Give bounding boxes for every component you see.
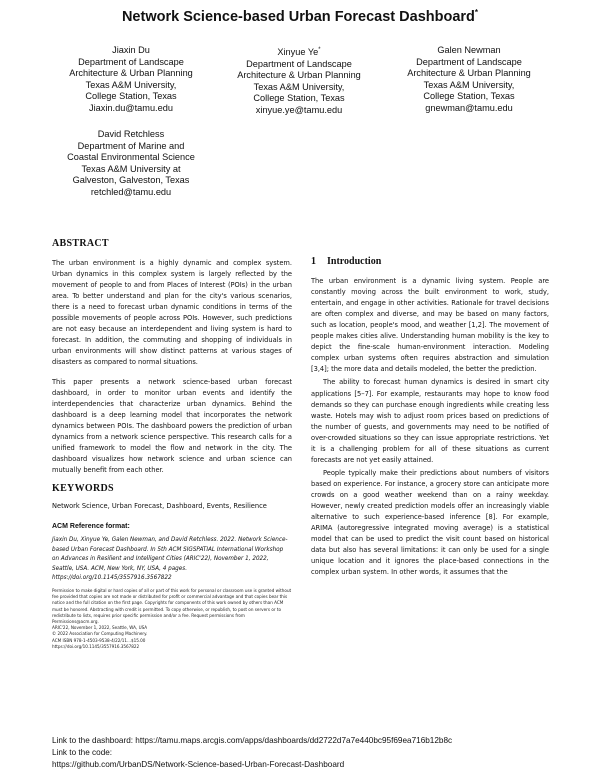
intro-paragraph: The ability to forecast human dynamics is desired in smart city applications [5–7]. For example, restaurants may hope to know food demands so they can purchase enough ingredients while creating less waste. Hotels may wish to adjust room prices based on predictions of the number of guests, and governments may need to be notified of over-crowded situations so they can issue appropriate restrictions. Yet it is a challenging problem for all of these situations as current forecasts are not yet easily attained. [311,377,549,464]
introduction-heading [311,256,549,267]
permission-line: © 2022 Association for Computing Machinery. [52,632,148,638]
author-name [214,45,384,59]
footer-links [52,735,452,771]
left-column [52,238,292,651]
author-affiliation: Department of Marine and [77,140,185,151]
author-affiliation: Galveston, Galveston, Texas [72,175,190,186]
author-affiliation: Texas A&M University, [253,81,345,92]
section-title: Introduction [327,256,382,267]
author-email: gnewman@tamu.edu [425,102,513,113]
author-name: Jiaxin Du [112,45,150,55]
author-affiliation: Department of Landscape [416,56,522,67]
author-block [384,45,554,115]
permission-line: ACM ISBN 978-1-4503-9538-4/22/11...$15.00 [52,638,146,644]
author-affiliation: Architecture & Urban Planning [407,68,531,79]
acm-reference-heading: ACM Reference format: [52,523,130,531]
code-link[interactable]: https://github.com/UrbanDS/Network-Science-based-Urban-Forecast-Dashboard [52,760,345,769]
permission-line: https://doi.org/10.1145/3557916.3567822 [52,644,140,650]
author-affiliation: Texas A&M University, [423,79,515,90]
section-number: 1 [311,256,316,267]
author-email: xinyue.ye@tamu.edu [255,105,343,116]
author-affiliation: Architecture & Urban Planning [237,70,361,81]
acm-reference-text: Jiaxin Du, Xinyue Ye, Galen Newman, and David Retchless. 2022. Network Science-based Urban Forecast Dashboard. In 5th ACM SIGSPATIAL International Workshop on Advances in Resilient and Intelligent Cities (ARIC'22), November 1, 2022, Seattle, USA. ACM, New York, NY, USA, 4 pages. https://doi.org/10.1145/3557916.3567822 [52,536,288,582]
author-affiliation: Texas A&M University, [85,79,177,90]
title-footnote-mark: * [474,8,479,17]
author-affiliation: College Station, Texas [253,93,345,104]
author-email: Jiaxin.du@tamu.edu [89,102,173,113]
author-name: David Retchless [97,129,165,139]
paper-title-text: Network Science-based Urban Forecast Dashboard [121,8,475,25]
author-block [46,45,216,115]
right-column [311,256,549,585]
keywords-heading: KEYWORDS [52,482,114,494]
author-footnote-mark: * [318,47,321,53]
intro-paragraph: People typically make their predictions about numbers of visitors based on experience. For instance, a grocery store can anticipate more crowds on a good weather weekend than on a rainy weekday. However, newly created prediction models offer an increasingly viable alternative to such experience-based inference [8]. For example, ARIMA (autoregressive integrated moving average) is a statistical model that can be used to predict the visit count based on historical data but also has several limitations: it can only be used for a single unique location and it ignores the place-based connections in the complex urban system. In other words, it assumes that the [311,467,549,577]
paper-title [0,8,600,25]
author-affiliation: Department of Landscape [78,56,184,67]
author-affiliation: College Station, Texas [85,91,177,102]
author-block [46,129,216,199]
code-link-label: Link to the code: [52,748,113,757]
author-affiliation: College Station, Texas [423,91,515,102]
intro-paragraph: The urban environment is a dynamic living system. People are constantly moving across the built environment to work, study, entertain, and engage in other activities. Rationale for travel decisions are often complex and diverse, and may be based on many factors, such as location, people's mood, and weather [1,2]. The movement of people makes cities alive. Understanding human mobility is the key to depict the fine-scale human-environment interaction. Modeling complex urban systems often requires abstraction and simulation [3,4]; the more data and details modeled, the better the prediction. [311,276,549,374]
author-affiliation: Department of Landscape [246,58,352,69]
dashboard-link[interactable]: Link to the dashboard: https://tamu.maps.arcgis.com/apps/dashboards/dd2722d7a7e440bc95f69ea716b12b8c [52,736,453,745]
permission-notice [52,589,292,651]
author-affiliation: Coastal Environmental Science [67,152,195,163]
permission-line: ARIC'22, November 1, 2022, Seattle, WA, USA [52,626,148,632]
abstract-heading: ABSTRACT [52,238,109,249]
author-block [214,45,384,117]
author-name: Galen Newman [437,45,501,55]
abstract-paragraph: This paper presents a network science-based urban forecast dashboard, in order to monitor urban events and identify the interdependencies that characterize urban dynamics. Behind the dashboard is a deep learning model that incorporates the network dynamics between POIs. The dashboard powers the prediction of urban dynamics from a network science perspective. This research calls for a unified framework to model the flow and network in the city. The dashboard visualizes how network science and urban science can mutually benefit from each other. [52,376,292,474]
abstract-paragraph: The urban environment is a highly dynamic and complex system. Urban dynamics in this complex system is largely reflected by the movement of people to and from Places of Interest (POIs) in the urban area. To better understand and plan for the city's various scenarios, there is a need to forecast urban dynamic conditions in terms of the possible movements of people across POIs. However, such predictions are not easy because an interdependent and living system is hard to forecast. In addition, the commuting and shopping of individuals in urban environments will show distinct patterns at various stages of disasters as compared to normal situations. [52,258,292,367]
author-name-text: Xinyue Ye [277,47,319,58]
author-affiliation: Architecture & Urban Planning [69,68,193,79]
permission-text: Permission to make digital or hard copies of all or part of this work for personal or classroom use is granted without fee provided that copies are not made or distributed for profit or commercial advantage and that copies bear this notice and the full citation on the first page. Copyrights for components of this work owned by others than ACM must be honored. Abstracting with credit is permitted. To copy otherwise, or republish, to post on servers or to redistribute to lists, requires prior specific permission and/or a fee. Request permissions from Permissions@acm.org. [52,589,292,626]
author-email: retchled@tamu.edu [90,186,172,197]
author-affiliation: Texas A&M University at [81,163,181,174]
keywords-text: Network Science, Urban Forecast, Dashboard, Events, Resilience [52,500,267,510]
